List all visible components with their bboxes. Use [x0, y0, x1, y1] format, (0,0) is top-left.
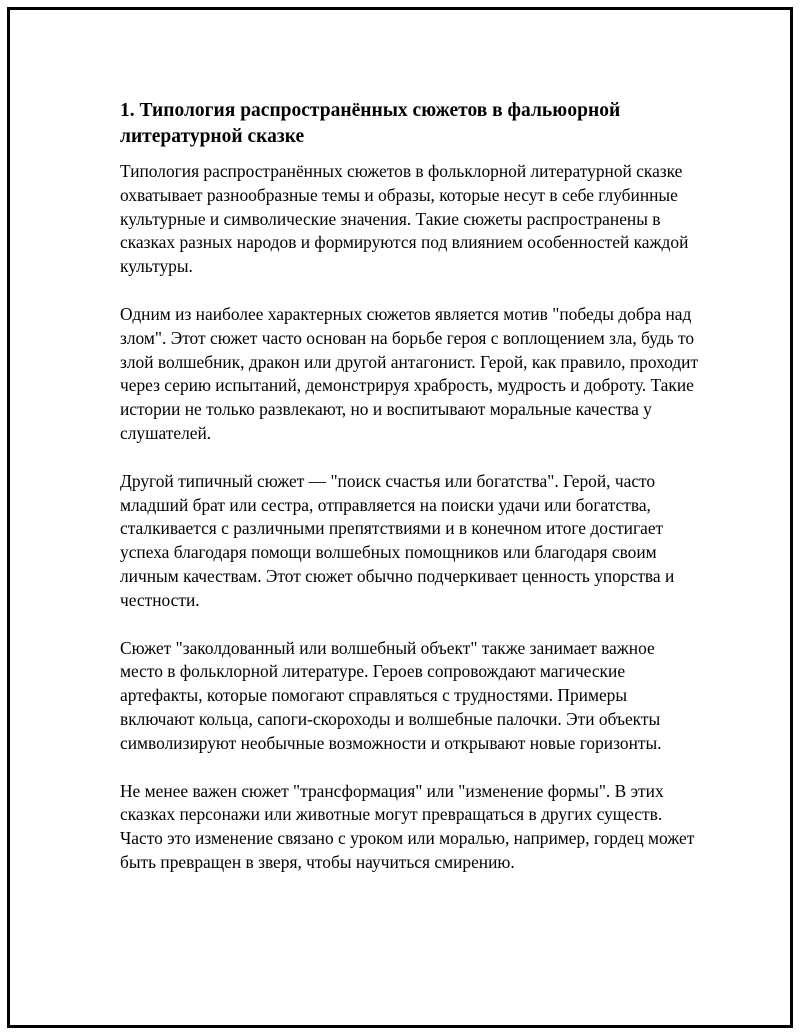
page-frame — [7, 7, 793, 1028]
paragraph-good-vs-evil: Одним из наиболее характерных сюжетов является мотив "победы добра над злом". Этот сюжет часто основан на борьбе героя с воплощением зла, будь то злой волшебник, дракон или другой антагонист. Герой, как правило, проходит через серию испытаний, демонстрируя храбрость, мудрость и доброту. Такие истории не только развлекают, но и воспитывают моральные качества у слушателей. — [120, 303, 699, 443]
paragraph-quest-for-fortune: Другой типичный сюжет — "поиск счастья или богатства". Герой, часто младший брат или сестра, отправляется на поиски удачи или богатства, сталкивается с различными препятствиями и в конечном итоге достигает успеха благодаря помощи волшебных помощников или благодаря своим личным качествам. Этот сюжет обычно подчеркивает ценность упорства и честности. — [120, 470, 675, 610]
paragraph-intro: Типология распространённых сюжетов в фольклорной литературной сказке охватывает разнообразные темы и образы, которые несут в себе глубинные культурные и символические значения. Такие сюжеты распространены в сказках разных народов и формируются под влиянием особенностей каждой культуры. — [120, 161, 689, 277]
document-body — [120, 98, 700, 899]
section-heading: 1. Типология распространённых сюжетов в фальюорной литературной сказке — [120, 100, 621, 147]
paragraph-magic-object: Сюжет "заколдованный или волшебный объект" также занимает важное место в фольклорной литературе. Героев сопровождают магические артефакты, которые помогают справляться с трудностями. Примеры включают кольца, сапоги-скороходы и волшебные палочки. Эти объекты символизируют необычные возможности и открывают новые горизонты. — [120, 637, 662, 753]
paragraph-transformation: Не менее важен сюжет "трансформация" или "изменение формы". В этих сказках персонажи или животные могут превращаться в других существ. Часто это изменение связано с уроком или моралью, например, гордец может быть превращен в зверя, чтобы научиться смирению. — [120, 780, 695, 872]
